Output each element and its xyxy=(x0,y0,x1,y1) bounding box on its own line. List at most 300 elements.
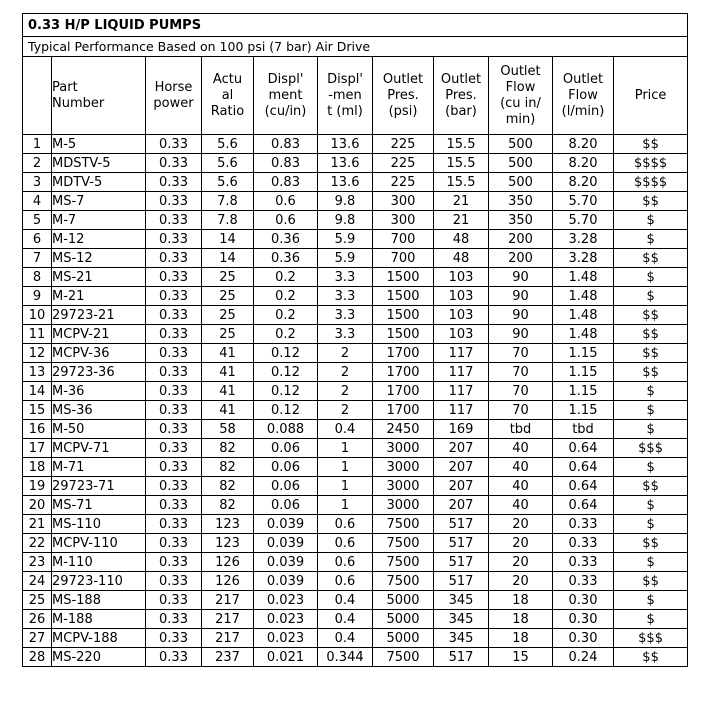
cell-flow-lmin: 1.48 xyxy=(553,306,614,325)
cell-pressure-psi: 7500 xyxy=(373,515,434,534)
cell-pressure-psi: 300 xyxy=(373,192,434,211)
cell-horsepower: 0.33 xyxy=(146,192,202,211)
cell-price: $ xyxy=(614,515,688,534)
header-line: power xyxy=(153,95,194,111)
cell-pressure-psi: 225 xyxy=(373,154,434,173)
cell-pressure-psi: 300 xyxy=(373,211,434,230)
cell-displacement-ml: 13.6 xyxy=(318,154,373,173)
cell-price: $ xyxy=(614,420,688,439)
cell-pressure-psi: 2450 xyxy=(373,420,434,439)
cell-displacement-cuin: 0.039 xyxy=(254,572,318,591)
cell-part-number: MDSTV-5 xyxy=(52,154,146,173)
table-subtitle: Typical Performance Based on 100 psi (7 bar) Air Drive xyxy=(23,37,688,57)
cell-displacement-cuin: 0.06 xyxy=(254,439,318,458)
cell-flow-lmin: 0.30 xyxy=(553,629,614,648)
cell-flow-lmin: 0.33 xyxy=(553,534,614,553)
cell-flow-cuin: 18 xyxy=(489,629,553,648)
cell-displacement-ml: 0.4 xyxy=(318,610,373,629)
cell-displacement-ml: 1 xyxy=(318,496,373,515)
table-row xyxy=(23,211,688,230)
cell-price: $$$ xyxy=(614,629,688,648)
cell-flow-lmin: 1.48 xyxy=(553,268,614,287)
cell-index: 16 xyxy=(23,420,52,439)
cell-index: 6 xyxy=(23,230,52,249)
cell-ratio: 82 xyxy=(202,496,254,515)
cell-flow-lmin: 1.15 xyxy=(553,401,614,420)
cell-horsepower: 0.33 xyxy=(146,515,202,534)
cell-index: 12 xyxy=(23,344,52,363)
cell-horsepower: 0.33 xyxy=(146,230,202,249)
table-row xyxy=(23,572,688,591)
table-row xyxy=(23,382,688,401)
cell-part-number: 29723-21 xyxy=(52,306,146,325)
cell-ratio: 5.6 xyxy=(202,173,254,192)
cell-pressure-psi: 1500 xyxy=(373,268,434,287)
cell-part-number: 29723-36 xyxy=(52,363,146,382)
cell-pressure-bar: 207 xyxy=(434,439,489,458)
cell-flow-lmin: 1.15 xyxy=(553,382,614,401)
cell-pressure-psi: 7500 xyxy=(373,572,434,591)
table-row xyxy=(23,344,688,363)
cell-price: $$ xyxy=(614,306,688,325)
cell-flow-lmin: 1.48 xyxy=(553,287,614,306)
cell-displacement-cuin: 0.2 xyxy=(254,287,318,306)
cell-pressure-psi: 3000 xyxy=(373,477,434,496)
cell-ratio: 14 xyxy=(202,249,254,268)
cell-pressure-bar: 48 xyxy=(434,249,489,268)
cell-displacement-ml: 2 xyxy=(318,363,373,382)
cell-ratio: 237 xyxy=(202,648,254,667)
cell-pressure-psi: 1500 xyxy=(373,287,434,306)
cell-displacement-cuin: 0.83 xyxy=(254,154,318,173)
cell-ratio: 7.8 xyxy=(202,211,254,230)
header-line: (cu/in) xyxy=(264,103,307,119)
cell-index: 8 xyxy=(23,268,52,287)
cell-flow-cuin: 90 xyxy=(489,287,553,306)
cell-pressure-bar: 48 xyxy=(434,230,489,249)
header-line: al xyxy=(221,87,234,103)
cell-displacement-ml: 1 xyxy=(318,439,373,458)
cell-index: 20 xyxy=(23,496,52,515)
cell-index: 7 xyxy=(23,249,52,268)
cell-part-number: MCPV-71 xyxy=(52,439,146,458)
cell-index: 9 xyxy=(23,287,52,306)
cell-part-number: MCPV-21 xyxy=(52,325,146,344)
cell-flow-cuin: 20 xyxy=(489,553,553,572)
cell-index: 25 xyxy=(23,591,52,610)
cell-ratio: 123 xyxy=(202,515,254,534)
header-line: Outlet xyxy=(440,71,482,87)
cell-pressure-bar: 103 xyxy=(434,306,489,325)
cell-price: $$$ xyxy=(614,439,688,458)
cell-pressure-psi: 3000 xyxy=(373,458,434,477)
cell-ratio: 126 xyxy=(202,553,254,572)
cell-index: 27 xyxy=(23,629,52,648)
cell-part-number: MDTV-5 xyxy=(52,173,146,192)
cell-flow-cuin: 350 xyxy=(489,192,553,211)
cell-ratio: 41 xyxy=(202,382,254,401)
cell-flow-cuin: 20 xyxy=(489,515,553,534)
cell-pressure-psi: 5000 xyxy=(373,591,434,610)
cell-part-number: M-5 xyxy=(52,135,146,154)
cell-flow-lmin: 0.64 xyxy=(553,496,614,515)
cell-price: $ xyxy=(614,401,688,420)
header-line: t (ml) xyxy=(327,103,363,119)
cell-part-number: MCPV-188 xyxy=(52,629,146,648)
header-horsepower xyxy=(146,57,202,135)
cell-displacement-ml: 0.6 xyxy=(318,515,373,534)
cell-price: $ xyxy=(614,496,688,515)
cell-price: $$ xyxy=(614,363,688,382)
header-line: (bar) xyxy=(445,103,477,119)
cell-displacement-cuin: 0.2 xyxy=(254,306,318,325)
cell-price: $$$$ xyxy=(614,173,688,192)
cell-part-number: M-50 xyxy=(52,420,146,439)
header-line: (l/min) xyxy=(561,103,605,119)
cell-displacement-cuin: 0.12 xyxy=(254,401,318,420)
cell-index: 26 xyxy=(23,610,52,629)
header-line: Pres. xyxy=(445,87,477,103)
cell-pressure-bar: 103 xyxy=(434,268,489,287)
cell-part-number: 29723-110 xyxy=(52,572,146,591)
cell-pressure-bar: 15.5 xyxy=(434,173,489,192)
cell-part-number: M-188 xyxy=(52,610,146,629)
table-row xyxy=(23,648,688,667)
cell-index: 21 xyxy=(23,515,52,534)
cell-pressure-bar: 345 xyxy=(434,629,489,648)
cell-pressure-bar: 117 xyxy=(434,363,489,382)
cell-ratio: 126 xyxy=(202,572,254,591)
cell-horsepower: 0.33 xyxy=(146,572,202,591)
cell-flow-lmin: 0.33 xyxy=(553,553,614,572)
cell-horsepower: 0.33 xyxy=(146,344,202,363)
cell-ratio: 14 xyxy=(202,230,254,249)
cell-index: 22 xyxy=(23,534,52,553)
cell-price: $$ xyxy=(614,534,688,553)
cell-horsepower: 0.33 xyxy=(146,135,202,154)
cell-displacement-ml: 3.3 xyxy=(318,287,373,306)
cell-price: $$ xyxy=(614,192,688,211)
cell-part-number: M-110 xyxy=(52,553,146,572)
header-index xyxy=(23,57,52,135)
cell-displacement-ml: 13.6 xyxy=(318,135,373,154)
header-line: Displ' xyxy=(267,71,304,87)
cell-index: 23 xyxy=(23,553,52,572)
cell-price: $ xyxy=(614,553,688,572)
cell-flow-cuin: 18 xyxy=(489,610,553,629)
cell-pressure-bar: 345 xyxy=(434,591,489,610)
cell-displacement-cuin: 0.6 xyxy=(254,192,318,211)
table-row xyxy=(23,591,688,610)
cell-ratio: 217 xyxy=(202,591,254,610)
cell-horsepower: 0.33 xyxy=(146,325,202,344)
cell-price: $ xyxy=(614,211,688,230)
cell-horsepower: 0.33 xyxy=(146,287,202,306)
cell-pressure-bar: 15.5 xyxy=(434,135,489,154)
cell-flow-lmin: 0.64 xyxy=(553,458,614,477)
cell-ratio: 82 xyxy=(202,458,254,477)
cell-pressure-psi: 1700 xyxy=(373,344,434,363)
cell-displacement-ml: 13.6 xyxy=(318,173,373,192)
cell-index: 15 xyxy=(23,401,52,420)
header-line: Pres. xyxy=(387,87,419,103)
cell-flow-cuin: 20 xyxy=(489,534,553,553)
cell-price: $ xyxy=(614,458,688,477)
cell-displacement-ml: 0.6 xyxy=(318,553,373,572)
header-line: Ratio xyxy=(210,103,245,119)
cell-ratio: 82 xyxy=(202,477,254,496)
cell-price: $ xyxy=(614,287,688,306)
cell-index: 24 xyxy=(23,572,52,591)
cell-displacement-cuin: 0.36 xyxy=(254,230,318,249)
cell-ratio: 82 xyxy=(202,439,254,458)
table-row xyxy=(23,401,688,420)
cell-horsepower: 0.33 xyxy=(146,534,202,553)
cell-index: 1 xyxy=(23,135,52,154)
cell-pressure-psi: 1700 xyxy=(373,401,434,420)
cell-index: 5 xyxy=(23,211,52,230)
header-line: Part xyxy=(52,79,78,95)
table-row xyxy=(23,192,688,211)
table-row xyxy=(23,629,688,648)
cell-ratio: 58 xyxy=(202,420,254,439)
header-line: Price xyxy=(634,87,667,103)
cell-pressure-bar: 103 xyxy=(434,287,489,306)
header-line: min) xyxy=(505,111,536,127)
cell-horsepower: 0.33 xyxy=(146,458,202,477)
cell-price: $$ xyxy=(614,135,688,154)
cell-displacement-ml: 3.3 xyxy=(318,268,373,287)
header-line: -men xyxy=(328,87,362,103)
cell-displacement-ml: 5.9 xyxy=(318,230,373,249)
cell-part-number: M-71 xyxy=(52,458,146,477)
cell-flow-cuin: 350 xyxy=(489,211,553,230)
cell-flow-lmin: tbd xyxy=(553,420,614,439)
cell-part-number: 29723-71 xyxy=(52,477,146,496)
cell-ratio: 25 xyxy=(202,268,254,287)
cell-part-number: MCPV-36 xyxy=(52,344,146,363)
cell-ratio: 5.6 xyxy=(202,154,254,173)
header-line: Outlet xyxy=(562,71,604,87)
cell-ratio: 25 xyxy=(202,306,254,325)
cell-flow-cuin: 40 xyxy=(489,458,553,477)
cell-index: 18 xyxy=(23,458,52,477)
cell-index: 11 xyxy=(23,325,52,344)
cell-displacement-ml: 2 xyxy=(318,382,373,401)
header-line: (psi) xyxy=(388,103,418,119)
pump-performance-table xyxy=(22,13,688,667)
cell-displacement-cuin: 0.06 xyxy=(254,477,318,496)
cell-price: $ xyxy=(614,268,688,287)
cell-displacement-cuin: 0.83 xyxy=(254,135,318,154)
cell-flow-cuin: 70 xyxy=(489,363,553,382)
cell-displacement-ml: 1 xyxy=(318,458,373,477)
cell-index: 2 xyxy=(23,154,52,173)
cell-flow-cuin: 500 xyxy=(489,173,553,192)
cell-horsepower: 0.33 xyxy=(146,211,202,230)
cell-displacement-cuin: 0.088 xyxy=(254,420,318,439)
cell-horsepower: 0.33 xyxy=(146,363,202,382)
cell-pressure-psi: 1500 xyxy=(373,325,434,344)
header-outlet-pressure-bar xyxy=(434,57,489,135)
cell-part-number: MCPV-110 xyxy=(52,534,146,553)
cell-price: $$ xyxy=(614,572,688,591)
cell-flow-lmin: 0.64 xyxy=(553,477,614,496)
cell-ratio: 217 xyxy=(202,629,254,648)
cell-pressure-bar: 117 xyxy=(434,344,489,363)
cell-horsepower: 0.33 xyxy=(146,591,202,610)
cell-ratio: 41 xyxy=(202,344,254,363)
cell-pressure-psi: 1700 xyxy=(373,363,434,382)
cell-price: $$$$ xyxy=(614,154,688,173)
header-outlet-flow-lmin xyxy=(553,57,614,135)
cell-displacement-ml: 0.344 xyxy=(318,648,373,667)
cell-flow-lmin: 0.33 xyxy=(553,572,614,591)
header-outlet-pressure-psi xyxy=(373,57,434,135)
cell-part-number: M-36 xyxy=(52,382,146,401)
cell-ratio: 5.6 xyxy=(202,135,254,154)
table-title: 0.33 H/P LIQUID PUMPS xyxy=(23,14,688,37)
cell-flow-cuin: 70 xyxy=(489,344,553,363)
cell-pressure-bar: 207 xyxy=(434,458,489,477)
cell-ratio: 25 xyxy=(202,325,254,344)
header-line: Flow xyxy=(568,87,598,103)
header-displacement-ml xyxy=(318,57,373,135)
header-price xyxy=(614,57,688,135)
cell-ratio: 41 xyxy=(202,363,254,382)
header-line: Outlet xyxy=(500,63,541,79)
cell-index: 10 xyxy=(23,306,52,325)
table-row xyxy=(23,420,688,439)
cell-flow-lmin: 8.20 xyxy=(553,154,614,173)
cell-pressure-bar: 207 xyxy=(434,477,489,496)
cell-pressure-bar: 21 xyxy=(434,211,489,230)
cell-flow-cuin: 500 xyxy=(489,135,553,154)
cell-horsepower: 0.33 xyxy=(146,268,202,287)
cell-part-number: MS-188 xyxy=(52,591,146,610)
cell-part-number: M-7 xyxy=(52,211,146,230)
cell-horsepower: 0.33 xyxy=(146,496,202,515)
cell-pressure-psi: 7500 xyxy=(373,534,434,553)
cell-ratio: 123 xyxy=(202,534,254,553)
header-displacement-cuin xyxy=(254,57,318,135)
cell-pressure-bar: 517 xyxy=(434,648,489,667)
table-body xyxy=(23,135,688,667)
cell-horsepower: 0.33 xyxy=(146,553,202,572)
table-row xyxy=(23,439,688,458)
cell-pressure-psi: 3000 xyxy=(373,496,434,515)
cell-flow-cuin: 90 xyxy=(489,325,553,344)
cell-displacement-cuin: 0.039 xyxy=(254,515,318,534)
header-part-number xyxy=(52,57,146,135)
cell-part-number: MS-12 xyxy=(52,249,146,268)
cell-flow-lmin: 8.20 xyxy=(553,173,614,192)
cell-flow-lmin: 1.48 xyxy=(553,325,614,344)
cell-pressure-psi: 1700 xyxy=(373,382,434,401)
cell-flow-lmin: 5.70 xyxy=(553,192,614,211)
cell-displacement-ml: 9.8 xyxy=(318,192,373,211)
cell-horsepower: 0.33 xyxy=(146,249,202,268)
cell-pressure-psi: 225 xyxy=(373,173,434,192)
cell-flow-lmin: 0.30 xyxy=(553,591,614,610)
cell-flow-lmin: 0.30 xyxy=(553,610,614,629)
cell-part-number: MS-21 xyxy=(52,268,146,287)
cell-horsepower: 0.33 xyxy=(146,154,202,173)
cell-flow-cuin: 70 xyxy=(489,382,553,401)
cell-index: 4 xyxy=(23,192,52,211)
cell-pressure-psi: 7500 xyxy=(373,648,434,667)
cell-pressure-bar: 345 xyxy=(434,610,489,629)
cell-index: 19 xyxy=(23,477,52,496)
cell-pressure-bar: 117 xyxy=(434,401,489,420)
header-outlet-flow-cuin xyxy=(489,57,553,135)
cell-pressure-bar: 15.5 xyxy=(434,154,489,173)
cell-horsepower: 0.33 xyxy=(146,173,202,192)
cell-displacement-cuin: 0.023 xyxy=(254,629,318,648)
cell-horsepower: 0.33 xyxy=(146,306,202,325)
cell-flow-cuin: 40 xyxy=(489,439,553,458)
cell-pressure-psi: 700 xyxy=(373,249,434,268)
cell-pressure-bar: 517 xyxy=(434,553,489,572)
cell-part-number: MS-71 xyxy=(52,496,146,515)
cell-pressure-psi: 225 xyxy=(373,135,434,154)
cell-displacement-cuin: 0.023 xyxy=(254,610,318,629)
cell-flow-cuin: 20 xyxy=(489,572,553,591)
cell-part-number: M-21 xyxy=(52,287,146,306)
cell-pressure-psi: 1500 xyxy=(373,306,434,325)
table-row xyxy=(23,230,688,249)
cell-displacement-cuin: 0.023 xyxy=(254,591,318,610)
cell-pressure-psi: 5000 xyxy=(373,629,434,648)
cell-displacement-ml: 2 xyxy=(318,401,373,420)
cell-ratio: 25 xyxy=(202,287,254,306)
table-row xyxy=(23,306,688,325)
cell-price: $$ xyxy=(614,344,688,363)
cell-flow-lmin: 3.28 xyxy=(553,249,614,268)
cell-flow-cuin: 200 xyxy=(489,230,553,249)
table-row xyxy=(23,287,688,306)
cell-flow-lmin: 5.70 xyxy=(553,211,614,230)
cell-flow-lmin: 8.20 xyxy=(553,135,614,154)
cell-displacement-ml: 5.9 xyxy=(318,249,373,268)
cell-flow-cuin: tbd xyxy=(489,420,553,439)
table-row xyxy=(23,363,688,382)
cell-horsepower: 0.33 xyxy=(146,629,202,648)
cell-price: $$ xyxy=(614,648,688,667)
cell-pressure-bar: 103 xyxy=(434,325,489,344)
cell-part-number: M-12 xyxy=(52,230,146,249)
cell-displacement-cuin: 0.021 xyxy=(254,648,318,667)
cell-displacement-ml: 1 xyxy=(318,477,373,496)
cell-flow-cuin: 15 xyxy=(489,648,553,667)
cell-pressure-bar: 517 xyxy=(434,572,489,591)
header-line: Flow xyxy=(505,79,536,95)
table-row xyxy=(23,515,688,534)
cell-flow-cuin: 18 xyxy=(489,591,553,610)
cell-flow-lmin: 1.15 xyxy=(553,363,614,382)
cell-displacement-cuin: 0.2 xyxy=(254,268,318,287)
cell-pressure-bar: 21 xyxy=(434,192,489,211)
table-row xyxy=(23,534,688,553)
header-line: Number xyxy=(52,95,105,111)
cell-flow-cuin: 70 xyxy=(489,401,553,420)
cell-price: $ xyxy=(614,230,688,249)
cell-ratio: 7.8 xyxy=(202,192,254,211)
cell-flow-lmin: 0.33 xyxy=(553,515,614,534)
header-line: Displ' xyxy=(327,71,363,87)
table-row xyxy=(23,458,688,477)
cell-horsepower: 0.33 xyxy=(146,401,202,420)
